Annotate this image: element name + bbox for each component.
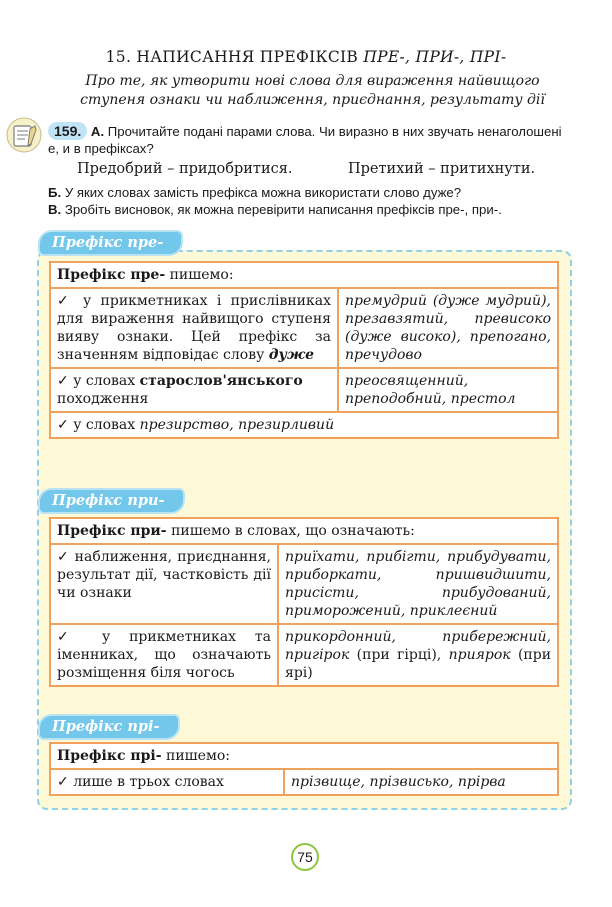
task-c-letter: В. xyxy=(48,202,62,217)
table-row xyxy=(50,544,558,624)
prii-header-bold: Префікс прі- xyxy=(57,748,162,764)
check-mark-icon: ✓ xyxy=(57,373,69,389)
prii-header-cell xyxy=(50,743,558,769)
exercise-task-c xyxy=(48,201,598,218)
pre-examples-1: премудрий (дуже мудрий), презавзятий, превисоко (дуже високо), препогано, пречудово xyxy=(338,288,558,368)
table-row xyxy=(50,769,558,795)
table-row xyxy=(50,624,558,686)
subtitle-line-2: ступеня ознаки чи наближення, приєднання, результату дії xyxy=(80,92,545,108)
table-row xyxy=(50,368,558,412)
section-title-prefixes: ПРЕ-, ПРИ-, ПРІ- xyxy=(363,48,507,66)
pre-rule-2 xyxy=(50,368,338,412)
pri-header-cell xyxy=(50,518,558,544)
pri-examples-2b-note: (при ярі) xyxy=(285,647,552,681)
pre-rule-2-text-a: у словах xyxy=(73,373,136,389)
page-number: 75 xyxy=(291,843,319,871)
pri-examples-2a: прикордонний, прибережний, пригірок xyxy=(285,629,551,663)
prii-examples-1: прізвище, прізвисько, прірва xyxy=(284,769,558,795)
pre-header-rest: пишемо: xyxy=(169,267,234,283)
pri-rule-2 xyxy=(50,624,278,686)
pri-rule-2-text: у прикметниках та іменниках, що означають розміщення біля чогось xyxy=(57,629,271,681)
pre-header-cell xyxy=(50,262,558,288)
pre-header-bold: Префікс пре- xyxy=(57,267,166,283)
section-title-text: 15. НАПИСАННЯ ПРЕФІКСІВ xyxy=(105,48,359,66)
subtitle-line-1: Про те, як утворити нові слова для вираження найвищого xyxy=(85,73,540,89)
pri-examples-2 xyxy=(278,624,558,686)
check-mark-icon: ✓ xyxy=(57,549,70,565)
table-row xyxy=(50,743,558,769)
pri-examples-2b: приярок xyxy=(448,647,511,663)
section-subtitle xyxy=(40,72,585,110)
tag-prefix-pre: Префікс пре- xyxy=(40,232,181,254)
word-pair-2: Претихий – притихнути. xyxy=(348,161,536,177)
word-pair-1: Предобрий – придобритися. xyxy=(77,161,293,177)
pre-rule-2-text-b: старослов'янського xyxy=(139,373,303,389)
task-a-letter: А. xyxy=(90,124,105,139)
pre-rule-2-text-c: походження xyxy=(57,391,149,407)
prii-rule-1 xyxy=(50,769,284,795)
table-prefix-pre xyxy=(49,261,559,439)
exercise-task-b xyxy=(48,184,588,201)
pri-header-rest: пишемо в словах, що означають: xyxy=(171,523,415,539)
section-title xyxy=(0,48,612,66)
table-prefix-prii xyxy=(49,742,559,796)
exercise-task-a xyxy=(48,122,568,157)
task-b-letter: Б. xyxy=(48,185,62,200)
tag-prefix-prii: Префікс прі- xyxy=(40,716,178,738)
check-mark-icon: ✓ xyxy=(57,293,74,309)
tag-prefix-pry: Префікс при- xyxy=(40,490,183,512)
exercise-number: 159. xyxy=(48,122,87,140)
pre-rule-1-word: дуже xyxy=(268,347,315,363)
table-row xyxy=(50,262,558,288)
pre-rule-3-text-a: у словах xyxy=(73,417,136,433)
pri-examples-2a-note: (при гірці), xyxy=(356,647,442,663)
pri-examples-1: приїхати, прибігти, прибудувати, приборкати, пришвидшити, присісти, прибудований, приморожений, приклеєний xyxy=(278,544,558,624)
pri-rule-1-text: наближення, приєднання, результат дії, частковість дії чи ознаки xyxy=(57,549,271,601)
table-prefix-pry xyxy=(49,517,559,687)
pre-rule-1-text: у прикметниках і прислівниках для вираження найвищого ступеня вияву ознаки. Цей префікс за значенням відповідає слову xyxy=(57,293,332,363)
task-a-text: Прочитайте подані парами слова. Чи виразно в них звучать ненаголошені е, и в префіксах? xyxy=(48,124,562,156)
check-mark-icon: ✓ xyxy=(57,774,69,790)
pre-rule-3 xyxy=(50,412,558,438)
prii-header-rest: пишемо: xyxy=(166,748,230,764)
check-mark-icon: ✓ xyxy=(57,629,84,645)
prii-rule-1-text: лише в трьох словах xyxy=(73,774,224,790)
check-mark-icon: ✓ xyxy=(57,417,69,433)
pre-rule-1 xyxy=(50,288,338,368)
pre-rule-3-text-b: презирство, презирливий xyxy=(139,417,335,433)
exercise-book-icon xyxy=(6,117,42,153)
pre-examples-2: преосвященний, преподобний, престол xyxy=(338,368,558,412)
table-row xyxy=(50,412,558,438)
task-b-text: У яких словах замість префікса можна використати слово дуже? xyxy=(64,185,462,200)
pri-header-bold: Префікс при- xyxy=(57,523,167,539)
table-row xyxy=(50,518,558,544)
table-row xyxy=(50,288,558,368)
pri-rule-1 xyxy=(50,544,278,624)
task-c-text: Зробіть висновок, як можна перевірити написання префіксів пре-, при-. xyxy=(64,202,502,217)
